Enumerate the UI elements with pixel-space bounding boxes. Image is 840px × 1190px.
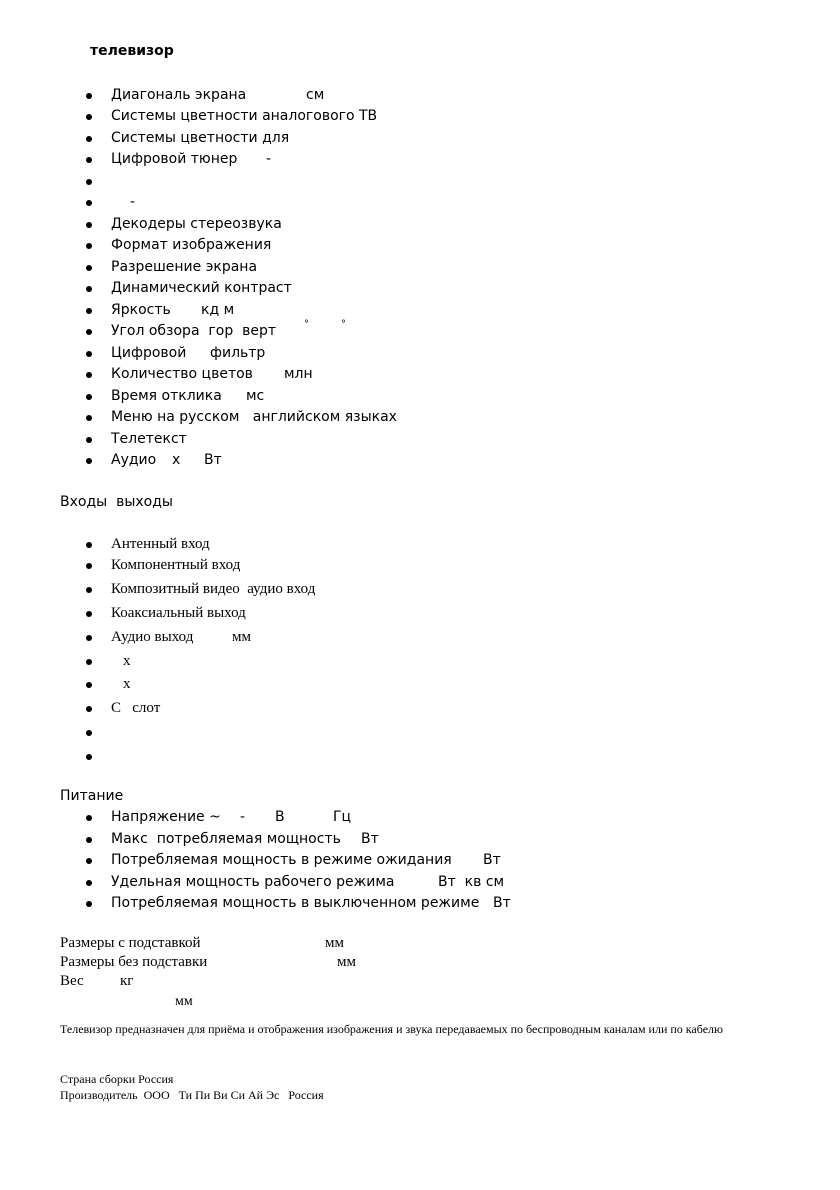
bullet bbox=[86, 437, 92, 443]
weight-unit: кг bbox=[120, 973, 134, 989]
bullet bbox=[86, 394, 92, 400]
bullet bbox=[86, 222, 92, 228]
bullet bbox=[86, 243, 92, 249]
bullet bbox=[86, 587, 92, 593]
bullet bbox=[86, 351, 92, 357]
bullet bbox=[86, 265, 92, 271]
bullet bbox=[86, 458, 92, 464]
bullet bbox=[86, 635, 92, 641]
bullet bbox=[86, 659, 92, 665]
bullet bbox=[86, 730, 92, 736]
bullet bbox=[86, 563, 92, 569]
bullet bbox=[86, 372, 92, 378]
dims-without-stand-unit: мм bbox=[337, 954, 356, 970]
bullet bbox=[86, 682, 92, 688]
dims-without-stand: Размеры без подставки bbox=[60, 954, 208, 970]
bullet bbox=[86, 286, 92, 292]
dims-with-stand-unit: мм bbox=[325, 935, 344, 951]
bullet bbox=[86, 542, 92, 548]
extra-unit: мм bbox=[175, 994, 193, 1009]
bullet bbox=[86, 114, 92, 120]
power-heading: Питание bbox=[60, 788, 124, 804]
bullet bbox=[86, 706, 92, 712]
bullet bbox=[86, 754, 92, 760]
page-title: телевизор bbox=[90, 43, 174, 59]
bullet bbox=[86, 415, 92, 421]
bullet bbox=[86, 815, 92, 821]
bullet bbox=[86, 136, 92, 142]
bullet bbox=[86, 880, 92, 886]
bullet bbox=[86, 611, 92, 617]
bullet bbox=[86, 93, 92, 99]
purpose-text: Телевизор предназначен для приёма и отображения изображения и звука передаваемых по беспроводным каналам или по кабелю bbox=[60, 1022, 723, 1036]
bullet bbox=[86, 837, 92, 843]
bullet bbox=[86, 308, 92, 314]
bullet bbox=[86, 901, 92, 907]
weight-label: Вес bbox=[60, 973, 84, 989]
bullet bbox=[86, 157, 92, 163]
bullet bbox=[86, 200, 92, 206]
manufacturer-text: Производитель ООО Ти Пи Ви Си Ай Эс Россия bbox=[60, 1088, 324, 1102]
io-heading: Входы выходы bbox=[60, 494, 173, 510]
country-text: Страна сборки Россия bbox=[60, 1072, 174, 1086]
dims-with-stand: Размеры с подставкой bbox=[60, 935, 201, 951]
bullet bbox=[86, 858, 92, 864]
bullet bbox=[86, 179, 92, 185]
bullet bbox=[86, 329, 92, 335]
